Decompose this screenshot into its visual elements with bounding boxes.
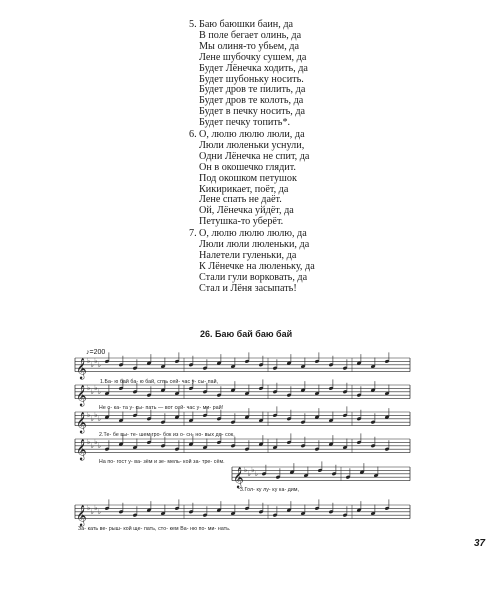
verse-line: Лене шубочку сушем, да — [199, 51, 307, 63]
flat-icon: ♭ — [94, 504, 98, 512]
flat-icon: ♭ — [94, 411, 98, 419]
song-title: 26. Баю бай баю бай — [200, 329, 293, 339]
treble-clef-icon: 𝄞 — [233, 467, 244, 489]
flat-icon: ♭ — [87, 357, 91, 365]
verse-line: Налетели гуленьки, да — [199, 249, 297, 261]
flat-icon: ♭ — [251, 466, 255, 474]
flat-icon: ♭ — [90, 361, 94, 369]
verse-line: Одни Лёнечка не спит, да — [199, 150, 310, 162]
flat-icon: ♭ — [90, 388, 94, 396]
flat-icon: ♭ — [97, 415, 102, 423]
verse-number: 6. — [189, 129, 197, 140]
flat-icon: ♭ — [87, 438, 91, 446]
treble-clef-icon: 𝄞 — [76, 439, 87, 461]
verse-line: Лене спать не даёт. — [199, 194, 282, 206]
verse-line: Под окошком петушок — [199, 172, 297, 184]
verse-number: 7. — [189, 228, 197, 239]
lyric-line-5: 3.Гол- ку лу- ку ка- дим, — [240, 487, 300, 493]
treble-clef-icon: 𝄞 — [76, 385, 87, 407]
flat-icon: ♭ — [87, 504, 91, 512]
flat-icon: ♭ — [97, 361, 102, 369]
verse-line: Будет в печку носить, да — [199, 106, 306, 118]
verse-line: 7. О, люлю люлю люлю, да — [189, 228, 307, 239]
verse-line: К Лёнечке на люленьку, да — [199, 260, 315, 272]
verse-line: 5. Баю баюшки баин, да — [189, 19, 294, 30]
verse-line: Кикирикает, поёт, да — [199, 183, 289, 195]
verse-line: Стал и Лёня засыпать! — [199, 282, 297, 294]
flat-icon: ♭ — [97, 508, 102, 516]
flat-icon: ♭ — [247, 470, 251, 478]
lyric-line-2: Не о- ка- та у- сы- пать — вот сей- час у- ми- рай! — [99, 405, 224, 411]
flat-icon: ♭ — [94, 357, 98, 365]
lyric-line-3: 2.Те- бе вы- те- шем гро- бок из о- сн- но- вых до- сок, — [99, 432, 235, 438]
flat-icon: ♭ — [87, 384, 91, 392]
flat-icon: ♭ — [87, 411, 91, 419]
flat-icon: ♭ — [94, 384, 98, 392]
flat-icon: ♭ — [90, 415, 94, 423]
verse-line: Он в окошечко глядит. — [199, 161, 296, 173]
flat-icon: ♭ — [244, 466, 248, 474]
treble-clef-icon: 𝄞 — [76, 412, 87, 434]
treble-clef-icon: 𝄞 — [76, 505, 87, 527]
flat-icon: ♭ — [90, 508, 94, 516]
verse-line: Люли люленьки уснули, — [199, 139, 305, 151]
verse-line: Петушка-то уберёт. — [199, 216, 284, 228]
lyric-line-6: За- кать ве- рыш- кой ще- пать, сто- кем Ва- ню по- ми- нать. — [78, 526, 231, 532]
verse-line: Будет шубоньку носить. — [199, 73, 304, 85]
verse-line: Ой, Лёнечка уйдёт, да — [199, 205, 294, 217]
flat-icon: ♭ — [94, 438, 98, 446]
lyric-line-4: На по- гост у- ва- зём и зе- мель- кой за- тре- сём. — [99, 459, 225, 465]
flat-icon: ♭ — [97, 442, 102, 450]
verse-line: Будет Лёнечка ходить, да — [199, 62, 308, 74]
flat-icon: ♭ — [90, 442, 94, 450]
lyric-line-1: 1.Ба- ю бай ба- ю бай, спть сей- час у- сы- пай, — [100, 379, 219, 385]
treble-clef-icon: 𝄞 — [76, 358, 87, 380]
verse-line: Будет печку топить*. — [199, 117, 291, 129]
verse-line: Люли люли люленьки, да — [199, 238, 310, 250]
verse-line: В поле бегает олинь, да — [199, 29, 302, 41]
flat-icon: ♭ — [254, 470, 259, 478]
tempo-marking: ♪=200 — [86, 349, 106, 356]
flat-icon: ♭ — [97, 388, 102, 396]
verse-line: Стали гули ворковать, да — [199, 271, 308, 283]
page-number: 37 — [474, 538, 486, 549]
verse-number: 5. — [189, 19, 197, 30]
verse-line: Будет дров те пилить, да — [199, 84, 306, 96]
verse-line: Мы олиня-то убьем, да — [199, 40, 299, 52]
verse-line: 6. О, люлю люлю люли, да — [189, 129, 305, 140]
verse-line: Будет дров те колоть, да — [199, 95, 304, 107]
